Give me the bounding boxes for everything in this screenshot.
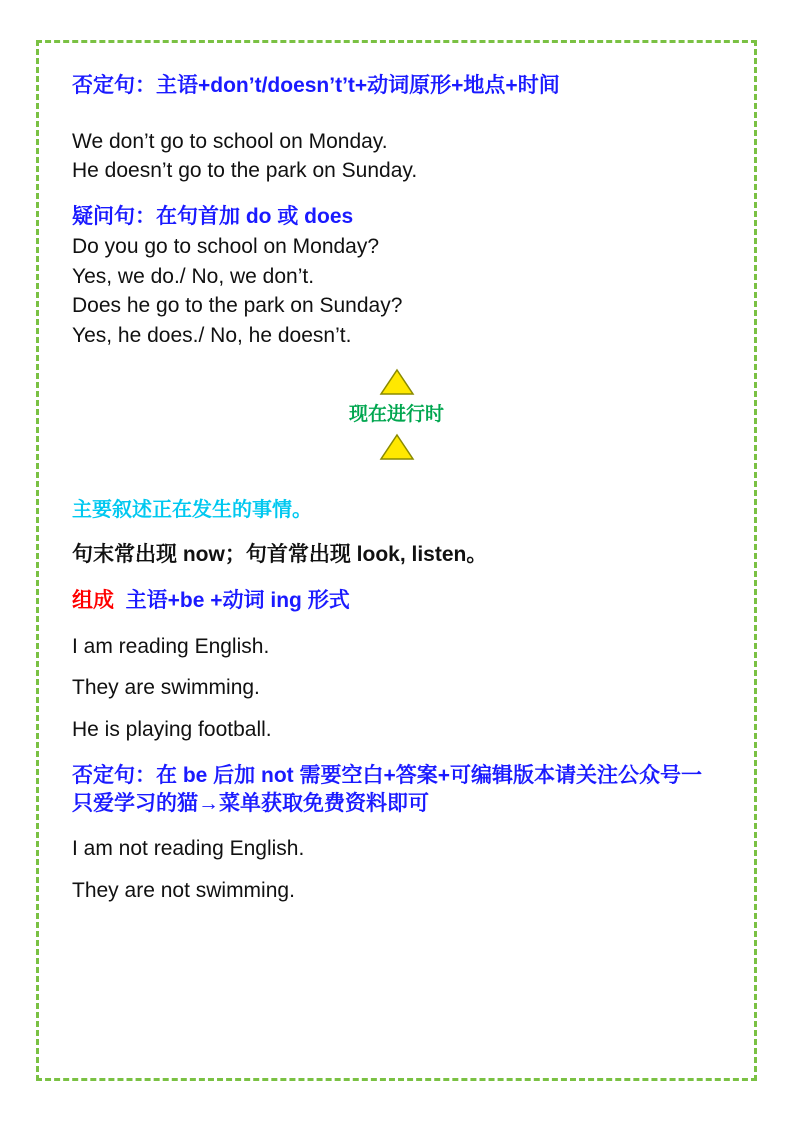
example-sentence-7: I am reading English. [72, 634, 270, 658]
structure-formula: 主语+be +动词 ing 形式 [125, 588, 350, 612]
spacer [72, 571, 721, 587]
example-sentence-8: They are swimming. [72, 676, 260, 700]
example-sentence-5: Does he go to the park on Sunday? [72, 294, 403, 318]
signal-words-text: 句末常出现 now；句首常出现 look, listen。 [72, 543, 488, 567]
signal-words-line [72, 541, 721, 569]
example-sentence-6: Yes, he does./ No, he doesn’t. [72, 324, 352, 348]
spacer [72, 865, 721, 877]
document-content [30, 38, 763, 905]
example-sentence-3: Do you go to school on Monday? [72, 234, 380, 258]
structure-label: 组成 [72, 588, 126, 612]
spacer [72, 704, 721, 716]
up-arrow-icon-top [379, 368, 415, 396]
structure-line [72, 587, 721, 615]
present-continuous-note: 主要叙述正在发生的事情。 [72, 498, 312, 521]
spacer [72, 187, 721, 203]
question-sentence-heading: 疑问句：在句首加 do 或 does [72, 205, 354, 229]
example-sentence-2: He doesn’t go to the park on Sunday. [72, 159, 418, 183]
example-sentence-10: I am not reading English. [72, 837, 305, 861]
spacer [72, 746, 721, 762]
example-sentence-9: He is playing football. [72, 718, 272, 742]
section-title: 现在进行时 [348, 403, 444, 425]
up-arrow-icon-bottom [379, 433, 415, 461]
spacer [72, 617, 721, 633]
spacer [72, 471, 721, 497]
spacer [72, 525, 721, 541]
example-sentence-11: They are not swimming. [72, 878, 295, 902]
spacer [72, 662, 721, 674]
spacer [72, 819, 721, 835]
section-divider [72, 368, 721, 461]
negative-sentence-heading-1: 否定句：主语+don’t/doesn’t’t+动词原形+地点+时间 [72, 74, 560, 97]
example-sentence-4: Yes, we do./ No, we don’t. [72, 264, 315, 288]
negative-sentence-heading-2: 否定句：在 be 后加 not 需要空白+答案+可编辑版本请关注公众号一只爱学习的猫→菜单获取免费资料即可 [72, 763, 703, 815]
example-sentence-1: We don’t go to school on Monday. [72, 129, 388, 153]
spacer [72, 102, 721, 128]
